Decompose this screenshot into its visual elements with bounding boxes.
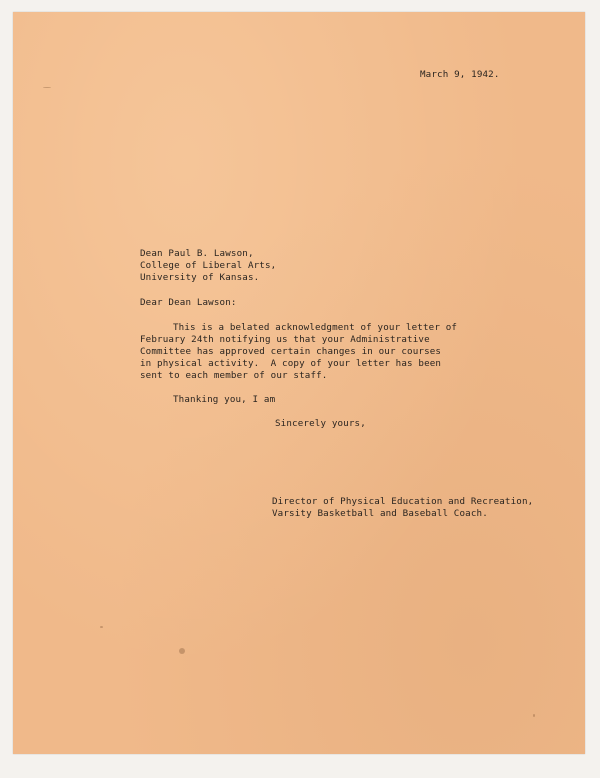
recipient-name: Dean Paul B. Lawson, bbox=[140, 248, 254, 259]
signature-coach: Varsity Basketball and Baseball Coach. bbox=[272, 508, 488, 519]
recipient-college: College of Liberal Arts, bbox=[140, 260, 277, 271]
body-line: sent to each member of our staff. bbox=[140, 370, 328, 381]
thanks-line: Thanking you, I am bbox=[173, 394, 276, 405]
paper-speck bbox=[533, 714, 535, 717]
body-line: Committee has approved certain changes in our courses bbox=[140, 346, 442, 357]
body-line: February 24th notifying us that your Administrative bbox=[140, 334, 430, 345]
paper-speck bbox=[179, 648, 185, 654]
closing: Sincerely yours, bbox=[275, 418, 366, 429]
paper-speck bbox=[100, 626, 103, 628]
body-line: This is a belated acknowledgment of your letter of bbox=[173, 322, 458, 333]
letter-date: March 9, 1942. bbox=[420, 69, 500, 80]
signature-title: Director of Physical Education and Recreation, bbox=[272, 496, 534, 507]
letter-page bbox=[13, 12, 585, 754]
salutation: Dear Dean Lawson: bbox=[140, 297, 237, 308]
recipient-university: University of Kansas. bbox=[140, 272, 260, 283]
body-line: in physical activity. A copy of your letter has been bbox=[140, 358, 442, 369]
paper-speck bbox=[43, 87, 51, 88]
